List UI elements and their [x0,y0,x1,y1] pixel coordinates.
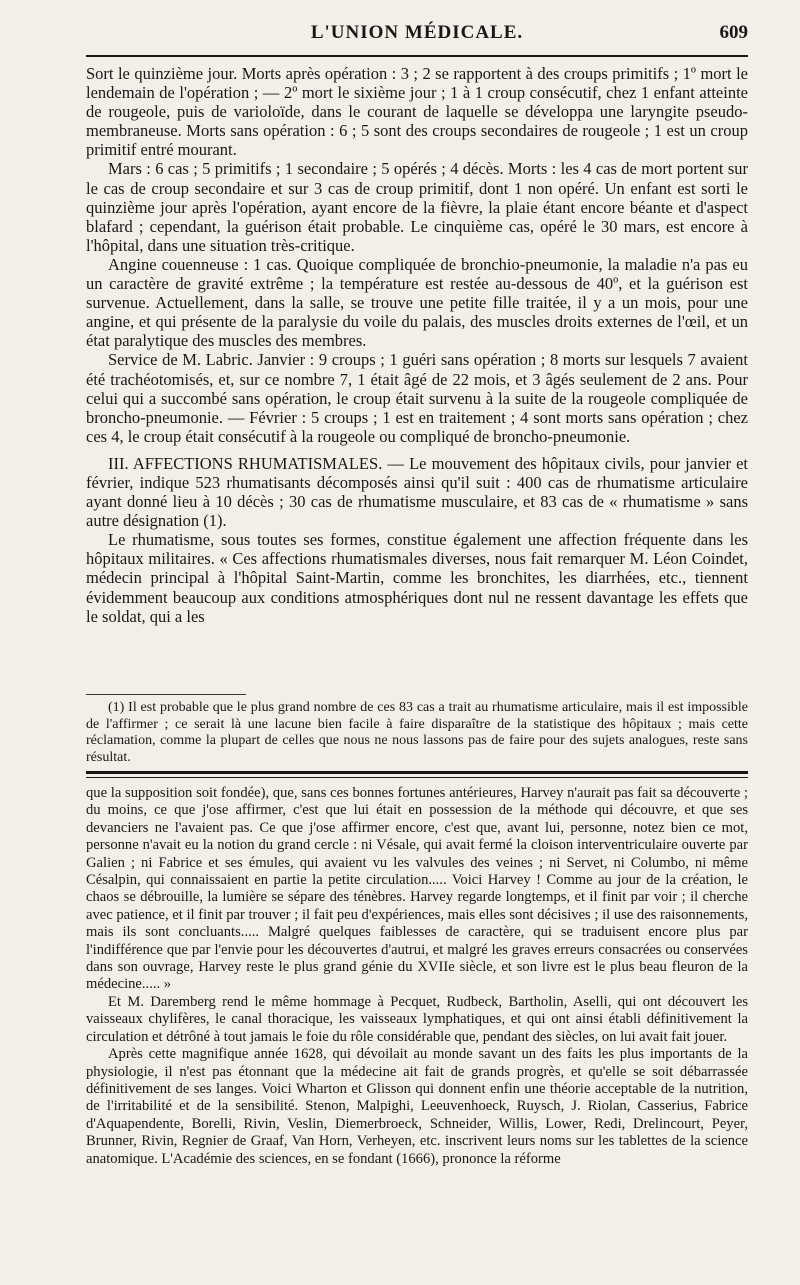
paragraph-5-text: III. AFFECTIONS RHUMATISMALES. — Le mouvement des hôpitaux civils, pour janvier et février, indique 523 rhumatisants décomposés ainsi qu'il suit : 400 cas de rhumatisme articulaire ayant donné lieu à 10 décès ; 30 cas de rhumatisme musculaire, et 83 cas de « rhumatisme » sans autre désignation (1). [86,453,748,531]
lower-paragraph-2 [86,994,748,1046]
lower-paragraph-2-text: Et M. Daremberg rend le même hommage à Pecquet, Rudbeck, Bartholin, Aselli, qui ont découvert les vaisseaux chylifères, le canal thoracique, les vaisseaux lymphatiques, et qui ont ainsi établi définitivement la circulation et détrôné à tout jamais le foie du rôle considérable que, pendant des siècles, on lui avait fait jouer. [86,993,748,1045]
lower-paragraph-3 [86,1046,748,1168]
lower-article [86,785,748,1168]
lower-paragraph-3-text: Après cette magnifique année 1628, qui dévoilait au monde savant un des faits les plus importants de la physiologie, il n'est pas étonnant que la médecine ait fait de grands progrès, et qu'elle se soit débarrassée définitivement de ses langes. Voici Wharton et Glisson qui donnent enfin une théorie acceptable de la nutrition, de l'irritabilité et de la sensibilité. Stenon, Malpighi, Leeuvenhoeck, Ruysch, J. Riolan, Casserius, Fabrice d'Aquapendente, Borelli, Rivin, Veslin, Diemerbroeck, Schneider, Willis, Lower, Redi, Drelincourt, Peyer, Brunner, Rivin, Regnier de Graaf, Van Horn, Verheyen, etc. inscrivent leurs noms sur les tablettes de la science anatomique. L'Académie des sciences, en se fondant (1666), prononce la réforme [86,1046,748,1167]
section-divider-thin [86,777,748,778]
footnote-rule [86,694,246,695]
paragraph-1: Sort le quinzième jour. Morts après opération : 3 ; 2 se rapportent à des croups primitifs ; 1º mort le lendemain de l'opération ; — 2º mort le sixième jour ; 1 à 1 croup consécutif, chez 1 enfant atteinte de rougeole, puis de varioloïde, dans le courant de laquelle se développa une laryngite pseudo-membraneuse. Morts sans opération : 6 ; 5 sont des croups secondaires de rougeole ; 1 est un croup primitif entré mourant. [86,64,748,160]
paragraph-6-text: Le rhumatisme, sous toutes ses formes, constitue également une affection fréquente dans les hôpitaux militaires. « Ces affections rhumatismales diverses, nous fait remarquer M. Léon Coindet, médecin principal à l'hôpital Saint-Martin, comme les bronchites, les diarrhées, etc., tiennent évidemment beaucoup aux conditions atmosphériques dont nul ne ressent davantage les effets que le soldat, qui a les [86,530,748,626]
paragraph-3 [86,255,748,350]
upper-article [86,64,748,626]
page-header [86,20,748,48]
section-divider-thick [86,771,748,774]
paragraph-4 [86,350,748,445]
paragraph-3-text: Angine couenneuse : 1 cas. Quoique compliquée de bronchio-pneumonie, la maladie n'a pas eu un caractère de gravité extrême ; la température est restée au-dessous de 40º, et la guérison est survenue. Actuellement, dans la salle, se trouve une petite fille traitée, il y a un mois, pour une angine, et qui présente de la paralysie du voile du palais, des muscles droits externes de l'œil, et un état paralytique des muscles des membres. [86,254,748,351]
paragraph-5-section-rhumatismales [86,454,748,530]
paragraph-2-text: Mars : 6 cas ; 5 primitifs ; 1 secondaire ; 5 opérés ; 4 décès. Morts : les 4 cas de mort portent sur le cas de croup secondaire et sur 3 cas de croup primitif, dont 1 non opéré. Un enfant est sorti le quinzième jour après l'opération, ayant encore de la fièvre, la plaie étant encore béante et d'aspect blafard ; cependant, la guérison était probable. Le cinquième cas, opéré le 30 mars, est encore à l'hôpital, dans une situation très-critique. [86,159,748,255]
running-title: L'UNION MÉDICALE. [310,22,524,43]
lower-paragraph-1: que la supposition soit fondée), que, sans ces bonnes fortunes antérieures, Harvey n'aurait pas fait sa découverte ; du moins, ce que j'ose affirmer, c'est que lui était en possession de la méthode qui découvre, et que ses devanciers ne l'avaient pas. Ce que j'ose affirmer encore, c'est que, avant lui, personne, notez bien ce mot, personne n'avait eu la notion du grand cercle : ni Vésale, qui avait fermé la cloison interventriculaire ouverte par Galien ; ni Fabrice et ses émules, qui avaient vu les valvules des veines ; ni Servet, ni Columbo, ni même Césalpin, qui connaissaient en partie la petite circulation..... Voici Harvey ! Comme au jour de la création, le chaos se débrouille, la lumière se sépare des ténèbres. Harvey regarde longtemps, et il finit par voir ; il cherche avec patience, et il finit par trouver ; il fait peu d'expériences, mais elles sont décisives ; il use des raisonnements, mais ils sont concluants..... Malgré quelques faiblesses de caractère, qui se traduisent encore plus par l'indifférence que par l'envie pour les découvertes d'autrui, et malgré les graves erreurs consacrées ou conservées dans son ouvrage, Harvey reste le plus grand génie du XVIIe siècle, et son livre est le plus beau fleuron de la médecine..... » [86,785,748,993]
paragraph-4-text: Service de M. Labric. Janvier : 9 croups ; 1 guéri sans opération ; 8 morts sur lesquels 7 avaient été trachéotomisés, et, sur ce nombre 7, 1 était âgé de 22 mois, et 3 âgés seulement de 2 ans. Pour celui qui a succombé sans opération, le croup était survenu à la suite de la rougeole compliquée de broncho-pneumonie. — Février : 5 croups ; 1 est en traitement ; 4 sont morts sans opération ; chez ces 4, le croup était consécutif à la rougeole ou compliqué de broncho-pneumonie. [86,350,748,446]
page-number: 609 [719,22,748,43]
footnote-text: (1) Il est probable que le plus grand nombre de ces 83 cas a trait au rhumatisme articulaire, mais il est impossible de l'affirmer ; ce serait là une lacune bien facile à faire disparaître de la statistique des hôpitaux ; mais cette réclamation, comme la plupart de celles que nous ne nous lassons pas de faire pour des sujets analogues, reste sans résultat. [86,700,748,765]
footnote [86,700,748,766]
paragraph-2 [86,159,748,254]
paragraph-6 [86,530,748,625]
header-rule [86,55,748,57]
